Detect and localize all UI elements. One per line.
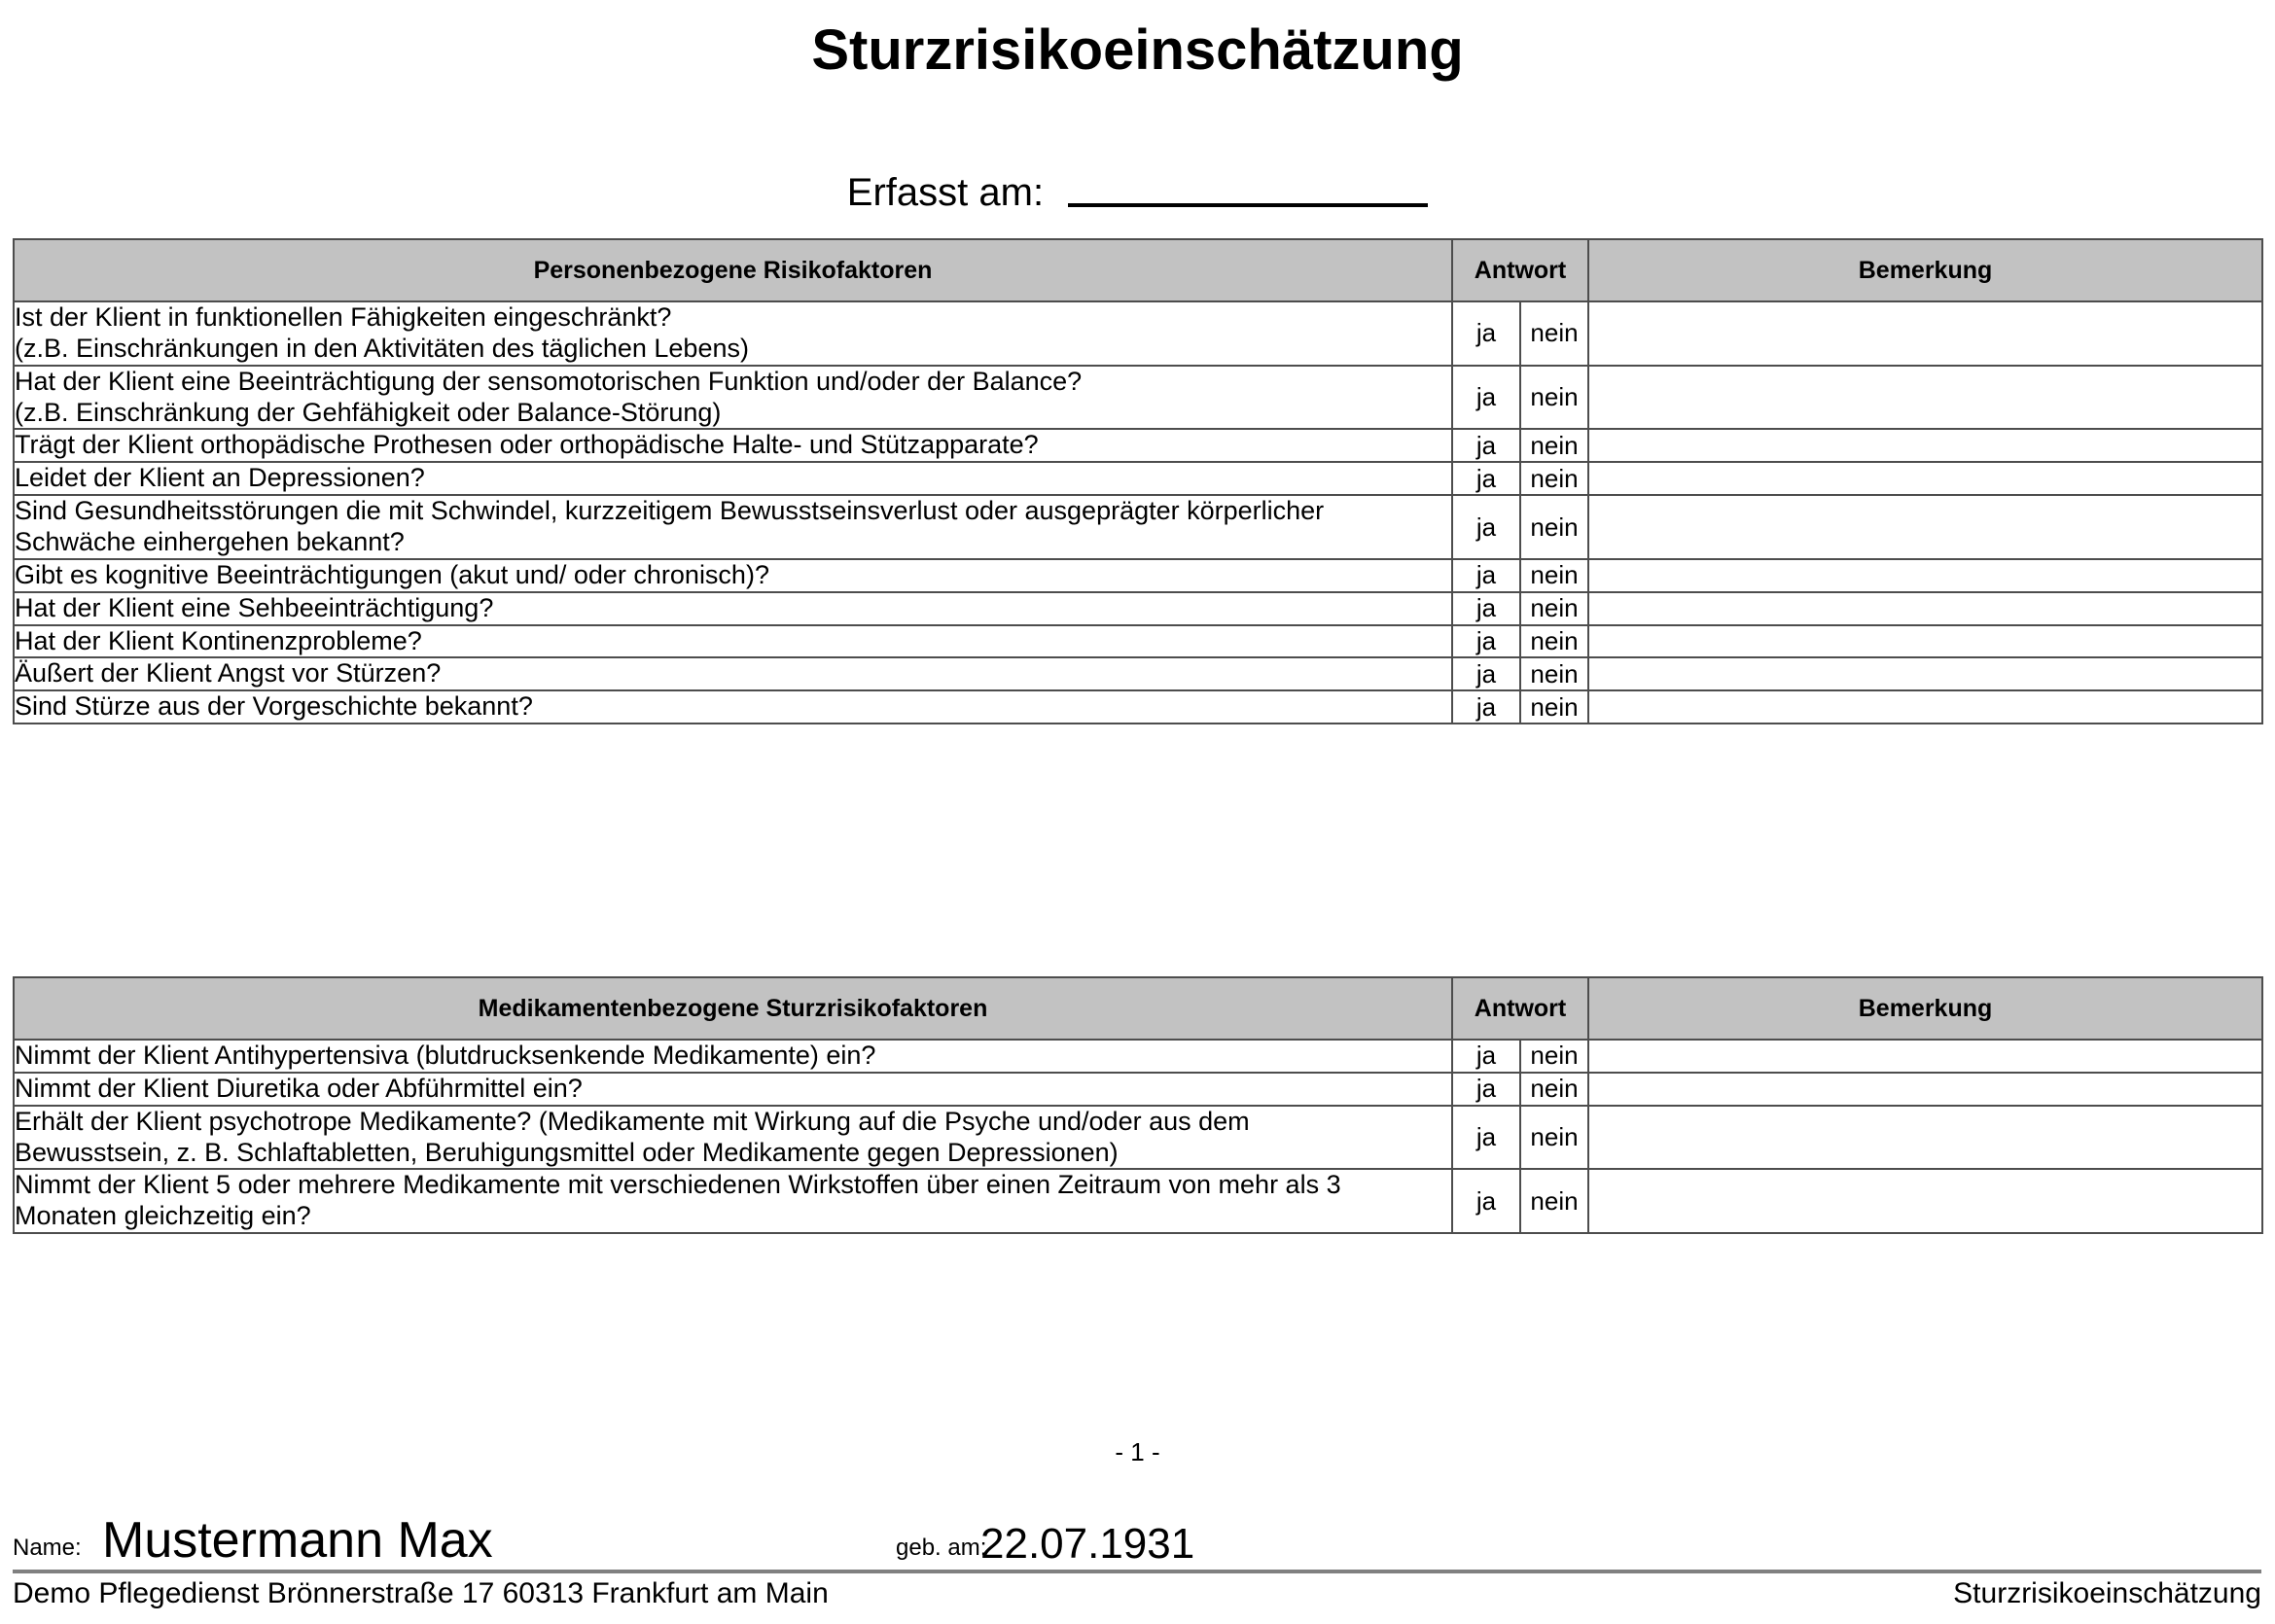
remark-cell[interactable] bbox=[1588, 366, 2262, 430]
question-line-1: Erhält der Klient psychotrope Medikamente? (Medikamente mit Wirkung auf die Psyche und/oder aus dem bbox=[15, 1106, 1250, 1136]
table-row bbox=[14, 625, 2262, 658]
table-row bbox=[14, 1106, 2262, 1170]
answer-yes-option[interactable]: ja bbox=[1452, 495, 1520, 559]
question-line-1: Hat der Klient Kontinenzprobleme? bbox=[15, 625, 422, 655]
question-cell bbox=[14, 429, 1452, 462]
remark-cell[interactable] bbox=[1588, 429, 2262, 462]
remark-cell[interactable] bbox=[1588, 301, 2262, 366]
question-cell bbox=[14, 1073, 1452, 1106]
table-medication-risk-factors bbox=[13, 976, 2263, 1234]
column-header-answer: Antwort bbox=[1452, 977, 1588, 1040]
question-line-1: Ist der Klient in funktionellen Fähigkeiten eingeschränkt? bbox=[15, 302, 672, 332]
remark-cell[interactable] bbox=[1588, 1040, 2262, 1073]
question-cell bbox=[14, 462, 1452, 495]
question-line-1: Nimmt der Klient Antihypertensiva (blutdrucksenkende Medikamente) ein? bbox=[15, 1041, 876, 1070]
question-cell bbox=[14, 559, 1452, 592]
table-row bbox=[14, 366, 2262, 430]
question-line-1: Leidet der Klient an Depressionen? bbox=[15, 463, 425, 493]
capture-date-label: Erfasst am: bbox=[846, 171, 1045, 214]
table-header-row bbox=[14, 239, 2262, 301]
question-line-2: Monaten gleichzeitig ein? bbox=[15, 1201, 311, 1231]
remark-cell[interactable] bbox=[1588, 462, 2262, 495]
question-line-1: Hat der Klient eine Sehbeeinträchtigung? bbox=[15, 592, 494, 622]
answer-yes-option[interactable]: ja bbox=[1452, 301, 1520, 366]
answer-no-option[interactable]: nein bbox=[1520, 1073, 1588, 1106]
remark-cell[interactable] bbox=[1588, 1169, 2262, 1233]
answer-no-option[interactable]: nein bbox=[1520, 495, 1588, 559]
remark-cell[interactable] bbox=[1588, 657, 2262, 690]
question-line-2: Bewusstsein, z. B. Schlaftabletten, Beruhigungsmittel oder Medikamente gegen Depressionen) bbox=[15, 1137, 1119, 1167]
table-row bbox=[14, 301, 2262, 366]
capture-date-input[interactable] bbox=[1068, 170, 1428, 207]
answer-no-option[interactable]: nein bbox=[1520, 657, 1588, 690]
column-header-remark: Bemerkung bbox=[1588, 977, 2262, 1040]
table-row bbox=[14, 657, 2262, 690]
footer-identity bbox=[13, 1509, 2261, 1570]
question-line-1: Äußert der Klient Angst vor Stürzen? bbox=[15, 658, 442, 688]
question-line-1: Nimmt der Klient Diuretika oder Abführmittel ein? bbox=[15, 1073, 583, 1103]
question-cell bbox=[14, 625, 1452, 658]
answer-no-option[interactable]: nein bbox=[1520, 301, 1588, 366]
answer-no-option[interactable]: nein bbox=[1520, 366, 1588, 430]
question-cell bbox=[14, 366, 1452, 430]
answer-no-option[interactable]: nein bbox=[1520, 1106, 1588, 1170]
question-line-2: Schwäche einhergehen bekannt? bbox=[15, 527, 405, 557]
date-of-birth-value: 22.07.1931 bbox=[980, 1520, 1195, 1568]
remark-cell[interactable] bbox=[1588, 495, 2262, 559]
question-line-1: Nimmt der Klient 5 oder mehrere Medikamente mit verschiedenen Wirkstoffen über einen Zeitraum von mehr als 3 bbox=[15, 1170, 1341, 1200]
answer-yes-option[interactable]: ja bbox=[1452, 625, 1520, 658]
answer-no-option[interactable]: nein bbox=[1520, 625, 1588, 658]
answer-yes-option[interactable]: ja bbox=[1452, 592, 1520, 625]
table-header-row bbox=[14, 977, 2262, 1040]
form-name-footer: Sturzrisikoeinschätzung bbox=[1953, 1577, 2261, 1609]
answer-no-option[interactable]: nein bbox=[1520, 1040, 1588, 1073]
remark-cell[interactable] bbox=[1588, 1106, 2262, 1170]
remark-cell[interactable] bbox=[1588, 625, 2262, 658]
organization-address: Demo Pflegedienst Brönnerstraße 17 60313 Frankfurt am Main bbox=[13, 1577, 829, 1609]
date-of-birth-label: geb. am: bbox=[896, 1535, 987, 1561]
page-title: Sturzrisikoeinschätzung bbox=[811, 18, 1464, 82]
answer-no-option[interactable]: nein bbox=[1520, 429, 1588, 462]
question-cell bbox=[14, 495, 1452, 559]
question-cell bbox=[14, 1040, 1452, 1073]
answer-no-option[interactable]: nein bbox=[1520, 559, 1588, 592]
table-row bbox=[14, 1169, 2262, 1233]
remark-cell[interactable] bbox=[1588, 1073, 2262, 1106]
page-footer bbox=[13, 1509, 2261, 1624]
table-row bbox=[14, 1073, 2262, 1106]
column-header-question: Personenbezogene Risikofaktoren bbox=[14, 239, 1452, 301]
table-row bbox=[14, 462, 2262, 495]
answer-yes-option[interactable]: ja bbox=[1452, 1106, 1520, 1170]
question-cell bbox=[14, 1106, 1452, 1170]
table-row bbox=[14, 592, 2262, 625]
question-line-1: Gibt es kognitive Beeinträchtigungen (akut und/ oder chronisch)? bbox=[15, 559, 769, 589]
table-row bbox=[14, 559, 2262, 592]
patient-name-label: Name: bbox=[13, 1535, 82, 1561]
page-number: - 1 - bbox=[1115, 1437, 1160, 1466]
answer-yes-option[interactable]: ja bbox=[1452, 1169, 1520, 1233]
table-row bbox=[14, 495, 2262, 559]
answer-yes-option[interactable]: ja bbox=[1452, 690, 1520, 724]
answer-yes-option[interactable]: ja bbox=[1452, 429, 1520, 462]
answer-yes-option[interactable]: ja bbox=[1452, 462, 1520, 495]
question-line-1: Sind Stürze aus der Vorgeschichte bekannt? bbox=[15, 691, 533, 722]
column-header-answer: Antwort bbox=[1452, 239, 1588, 301]
answer-no-option[interactable]: nein bbox=[1520, 592, 1588, 625]
question-line-1: Sind Gesundheitsstörungen die mit Schwindel, kurzzeitigem Bewusstseinsverlust oder ausgeprägter körperlicher bbox=[15, 496, 1325, 526]
question-cell bbox=[14, 1169, 1452, 1233]
table-row bbox=[14, 690, 2262, 724]
table-personal-risk-factors bbox=[13, 238, 2263, 724]
question-line-1: Trägt der Klient orthopädische Prothesen oder orthopädische Halte- und Stützapparate? bbox=[15, 430, 1039, 460]
answer-no-option[interactable]: nein bbox=[1520, 690, 1588, 724]
remark-cell[interactable] bbox=[1588, 559, 2262, 592]
answer-yes-option[interactable]: ja bbox=[1452, 1040, 1520, 1073]
footer-divider bbox=[13, 1570, 2261, 1573]
question-line-2: (z.B. Einschränkungen in den Aktivitäten des täglichen Lebens) bbox=[15, 333, 749, 363]
question-cell bbox=[14, 301, 1452, 366]
question-cell bbox=[14, 690, 1452, 724]
answer-yes-option[interactable]: ja bbox=[1452, 657, 1520, 690]
remark-cell[interactable] bbox=[1588, 690, 2262, 724]
patient-name-value: Mustermann Max bbox=[102, 1512, 493, 1569]
question-line-2: (z.B. Einschränkung der Gehfähigkeit oder Balance-Störung) bbox=[15, 397, 722, 427]
answer-no-option[interactable]: nein bbox=[1520, 462, 1588, 495]
answer-yes-option[interactable]: ja bbox=[1452, 366, 1520, 430]
footer-bottom bbox=[13, 1577, 2261, 1624]
question-line-1: Hat der Klient eine Beeinträchtigung der sensomotorischen Funktion und/oder der Balance? bbox=[15, 366, 1083, 396]
answer-yes-option[interactable]: ja bbox=[1452, 1073, 1520, 1106]
table-row bbox=[14, 1040, 2262, 1073]
answer-no-option[interactable]: nein bbox=[1520, 1169, 1588, 1233]
remark-cell[interactable] bbox=[1588, 592, 2262, 625]
column-header-remark: Bemerkung bbox=[1588, 239, 2262, 301]
question-cell bbox=[14, 592, 1452, 625]
answer-yes-option[interactable]: ja bbox=[1452, 559, 1520, 592]
column-header-question: Medikamentenbezogene Sturzrisikofaktoren bbox=[14, 977, 1452, 1040]
table-row bbox=[14, 429, 2262, 462]
question-cell bbox=[14, 657, 1452, 690]
capture-date-row bbox=[0, 170, 2275, 215]
